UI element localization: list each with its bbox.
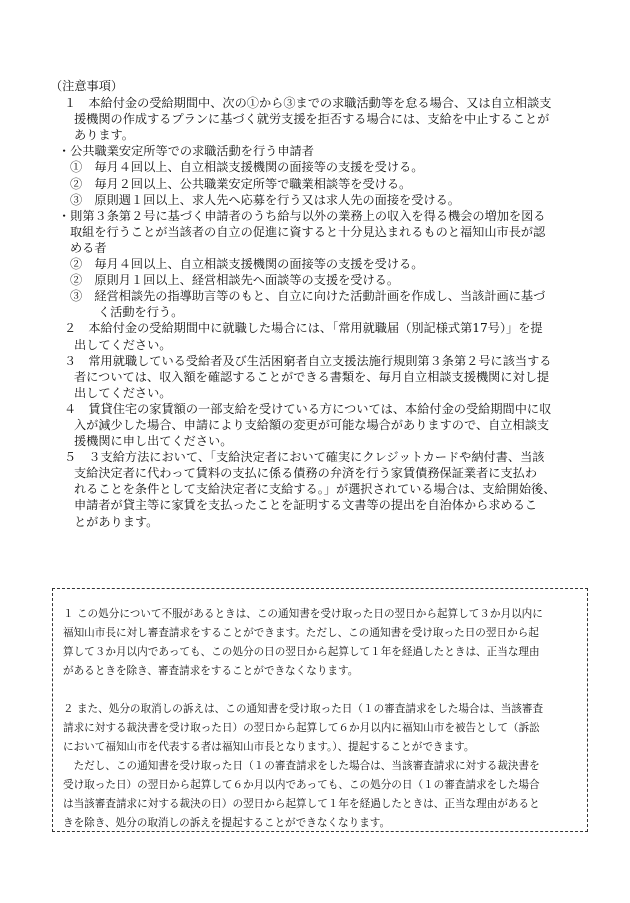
note-line: 申請者が貸主等に家賃を支払ったことを証明する文書等の提出を自治体から求めるこ — [74, 498, 538, 513]
appeal-paragraph-review — [63, 605, 579, 681]
note-line: 出してください。 — [74, 337, 172, 352]
appeal-line: 福知山市長に対し審査請求をすることができます。ただし、この通知書を受け取った日の翌日から起 — [63, 627, 539, 639]
note-item-4 — [56, 401, 590, 449]
appeal-line: きを除き、処分の取消しの訴えを提起することができなくなります。 — [63, 817, 391, 829]
note-item-3 — [56, 353, 590, 401]
note-line: 者については、収入額を確認することができる書類を、毎月自立相談支援機関に対し提 — [74, 369, 550, 384]
notes-heading: （注意事項） — [50, 79, 124, 93]
note-line: れることを条件として支給決定者に支給する。」が選択されている場合は、支給開始後、 — [74, 482, 556, 497]
note-line: 援機関に申し出てください。 — [74, 434, 233, 449]
appeal-line: 請求に対する裁決書を受け取った日）の翌日から起算して６か月以内に福知山市を被告として（訴訟 — [63, 722, 540, 734]
requirement-line: ③ 経営相談先の指導助言等のもと、自立に向けた活動計画を作成し、当該計画に基づ — [70, 289, 546, 304]
bullet-heading: ・則第３条第２号に基づく申請者のうち給与以外の業務上の収入を得る機会の増加を図る — [58, 208, 546, 223]
requirement-line: ② 毎月２回以上、公共職業安定所等で職業相談等を受ける。 — [70, 176, 412, 191]
note-line: ２ 本給付金の受給期間中に就職した場合には、「常用就職届（別記様式第17号）」を提 — [64, 321, 543, 336]
note-line: ５ ３支給方法において、「支給決定者において確実にクレジットカードや納付書、当該 — [64, 450, 545, 465]
note-line: 援機関の作成するプランに基づく就労支援を拒否する場合には、支給を中止することが — [74, 112, 550, 127]
note-item-1 — [56, 95, 590, 143]
note-item-2 — [56, 320, 590, 352]
bullet-heading: ・公共職業安定所等での求職活動を行う申請者 — [58, 144, 314, 159]
appeal-line: において福知山市を代表する者は福知山市長となります。）、提起することができます。 — [63, 741, 475, 753]
note-line: ４ 賃貸住宅の家賃額の一部支給を受けている方については、本給付金の受給期間中に収 — [64, 401, 552, 416]
appeal-line: 受け取った日）の翌日から起算して６か月以内であっても、この処分の日（１の審査請求をした場合 — [63, 779, 540, 791]
requirement-line-cont: く活動を行う。 — [98, 305, 184, 320]
appeal-paragraph-lawsuit — [63, 700, 579, 833]
appeal-line: があるときを除き、審査請求をすることができなくなります。 — [63, 665, 359, 677]
note-line: 支給決定者に代わって賃料の支払に係る債務の弁済を行う家賃債務保証業者に支払わ — [74, 466, 538, 481]
appeal-line: １ この処分について不服があるときは、この通知書を受け取った日の翌日から起算して３か月以内に — [63, 608, 543, 620]
appeal-line: ただし、この通知書を受け取った日（１の審査請求をした場合は、当該審査請求に対する裁決書を — [63, 760, 540, 772]
appeal-line: 算して３か月以内であっても、この処分の日の翌日から起算して１年を経過したときは、正当な理由 — [63, 646, 540, 658]
note-line: １ 本給付金の受給期間中、次の①から③までの求職活動等を怠る場合、又は自立相談支 — [64, 96, 552, 111]
note-bullet-business — [56, 208, 590, 321]
note-line: とがあります。 — [74, 514, 159, 529]
appeal-line: は当該審査請求に対する裁決の日）の翌日から起算して１年を経過したときは、正当な理由があると — [63, 798, 540, 810]
requirement-line: ③ 原則週１回以上、求人先へ応募を行う又は求人先の面接を受ける。 — [70, 192, 460, 207]
bullet-heading-cont: める者 — [70, 240, 107, 255]
requirement-line: ① 毎月４回以上、自立相談支援機関の面接等の支援を受ける。 — [70, 160, 424, 175]
requirement-line: ② 原則月１回以上、経営相談先へ面談等の支援を受ける。 — [70, 273, 400, 288]
note-item-5 — [56, 449, 590, 529]
note-line: ３ 常用就職している受給者及び生活困窮者自立支援法施行規則第３条第２号に該当する — [64, 353, 552, 368]
note-line: 入が減少した場合、申請により支給額の変更が可能な場合がありますので、自立相談支 — [74, 417, 550, 432]
appeal-notice-box — [52, 588, 588, 832]
appeal-line: ２ また、処分の取消しの訴えは、この通知書を受け取った日（１の審査請求をした場合は、当該審査 — [63, 703, 544, 715]
notes-section — [50, 78, 590, 530]
requirement-line: ② 毎月４回以上、自立相談支援機関の面接等の支援を受ける。 — [70, 257, 424, 272]
note-line: あります。 — [74, 128, 134, 143]
bullet-heading-cont: 取組を行うことが当該者の自立の促進に資すると十分見込まれるものと福知山市長が認 — [70, 224, 546, 239]
note-line: 出してください。 — [74, 385, 172, 400]
note-bullet-job-seeking — [56, 143, 590, 207]
